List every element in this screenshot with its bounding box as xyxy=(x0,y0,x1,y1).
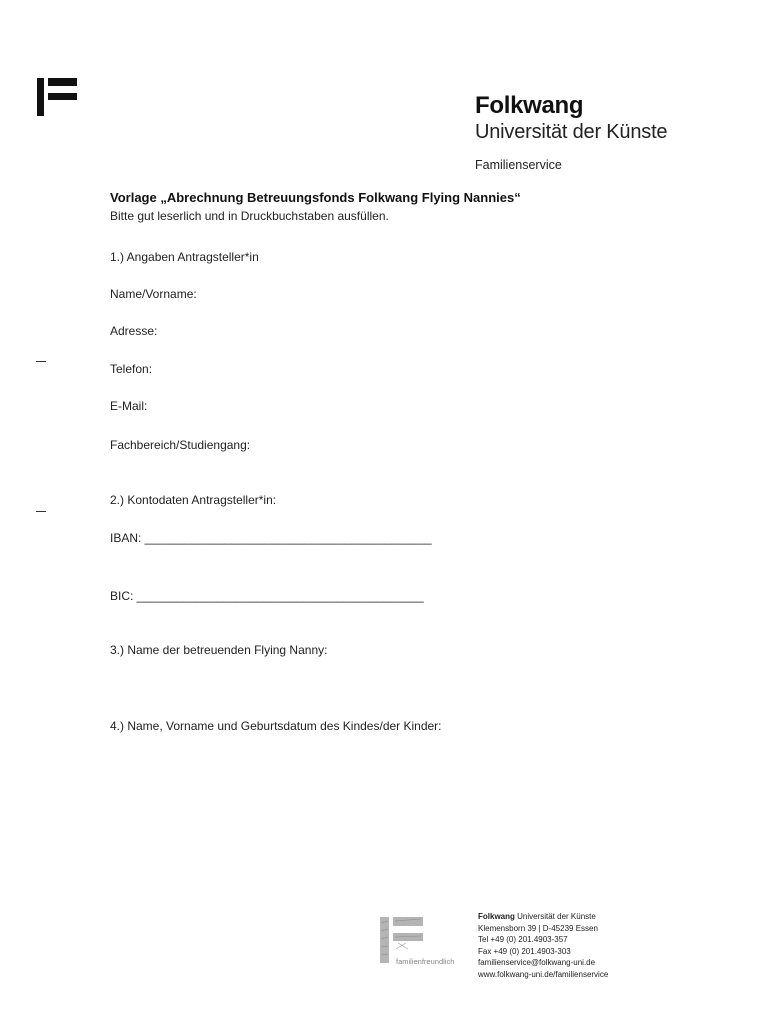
footer-org-suffix: Universität der Künste xyxy=(514,912,596,921)
phone-field-label: Telefon: xyxy=(110,362,153,376)
footer-contact-block xyxy=(478,911,608,980)
department-field-label: Fachbereich/Studiengang: xyxy=(110,438,251,452)
fold-mark xyxy=(36,511,46,512)
bic-field-label: BIC: ___________________________________________ xyxy=(110,589,424,603)
fold-mark xyxy=(36,361,46,362)
folkwang-logo-icon xyxy=(37,78,77,116)
footer-fax: Fax +49 (0) 201.4903-303 xyxy=(478,946,571,956)
address-field-label: Adresse: xyxy=(110,324,158,338)
email-field-label: E-Mail: xyxy=(110,399,148,413)
section-heading-bank: 2.) Kontodaten Antragsteller*in: xyxy=(110,493,277,507)
brand-block xyxy=(475,92,667,144)
department-label: Familienservice xyxy=(475,158,562,172)
footer-address: Klemensborn 39 | D-45239 Essen xyxy=(478,923,598,933)
document-title: Vorlage „Abrechnung Betreuungsfonds Folkwang Flying Nannies“ xyxy=(110,190,521,205)
name-field-label: Name/Vorname: xyxy=(110,287,197,301)
footer-tel: Tel +49 (0) 201.4903-357 xyxy=(478,935,568,944)
document-subtitle: Bitte gut leserlich und in Druckbuchstaben ausfüllen. xyxy=(110,209,389,223)
section-heading-children: 4.) Name, Vorname und Geburtsdatum des Kindes/der Kinder: xyxy=(110,719,442,733)
footer-email-link[interactable]: familienservice@folkwang-uni.de xyxy=(478,958,596,967)
brand-name: Folkwang xyxy=(475,92,584,119)
footer-web-link[interactable]: www.folkwang-uni.de/familienservice xyxy=(478,969,609,979)
seal-label: familienfreundlich xyxy=(396,957,455,966)
footer-org-name: Folkwang xyxy=(478,912,515,921)
iban-field-label: IBAN: ___________________________________________ xyxy=(110,531,432,545)
section-heading-applicant: 1.) Angaben Antragsteller*in xyxy=(110,250,259,264)
footer-org-line xyxy=(478,911,608,923)
section-heading-nanny: 3.) Name der betreuenden Flying Nanny: xyxy=(110,643,328,657)
brand-subtitle: Universität der Künste xyxy=(475,121,668,143)
